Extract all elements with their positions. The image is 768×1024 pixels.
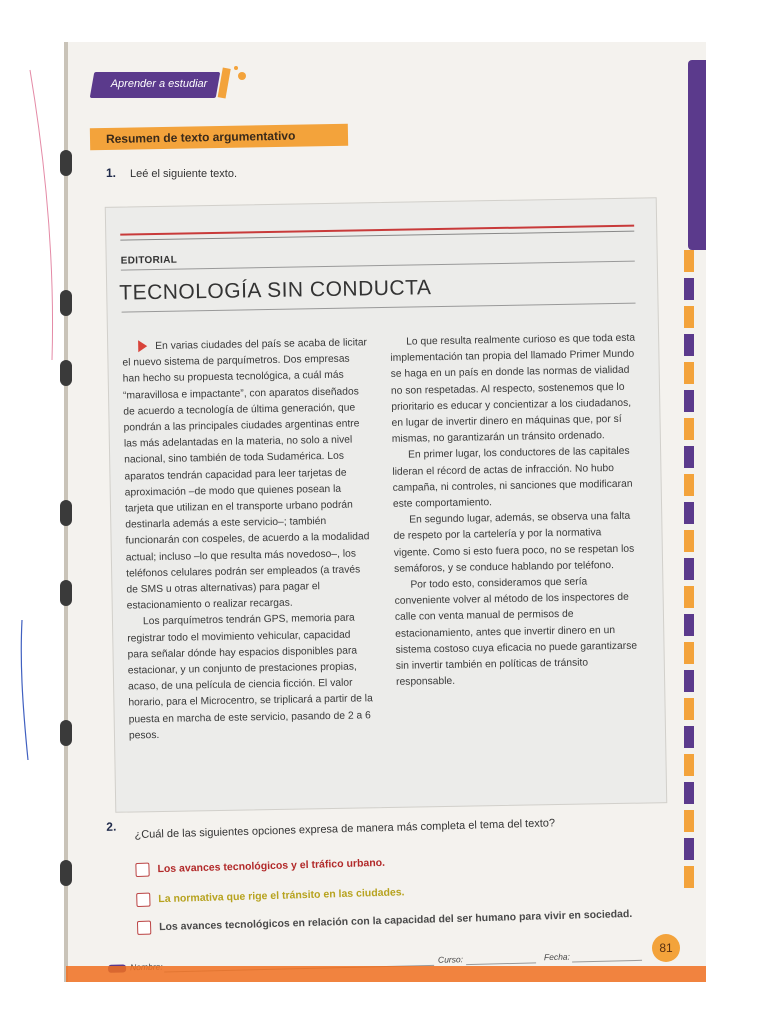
paragraph: Por todo esto, consideramos que sería conveniente volver al método de los inspectores de calle con venta manual de permisos de estacionamiento, antes que invertir dinero en un sistema costoso cuya eficacia no puede garantizarse sin invertir también en políticas de tránsito responsable. [394, 576, 638, 689]
subsection-title-label: Resumen de texto argumentativo [105, 128, 296, 146]
chapter-tab [688, 60, 706, 250]
article-title: TECNOLOGÍA SIN CONDUCTA [119, 276, 432, 305]
question-2-number: 2. [106, 819, 117, 834]
page-number: 81 [652, 934, 680, 962]
bottom-color-strip [66, 966, 706, 982]
option-1-checkbox[interactable] [135, 863, 149, 877]
course-label: Curso: [437, 954, 464, 965]
section-tag [90, 72, 221, 98]
paragraph: En varias ciudades del país se acaba de licitar el nuevo sistema de parquímetros. Dos empresas han hecho su propuesta tecnológica, a cuál más “maravillosa e impactante”, con aparatos diseñados de acuerdo a tecnología de última generación, que pondrán a las principales ciudades argentinas entre las más adelantadas en la materia, no solo a nivel nacional, sino también de toda Sudamérica. Los aparatos tendrán capacidad para leer tarjetas de aproximación –de modo que quienes posean la tarjeta que utilizan en el transporte urbano podrán destinarla además a este servicio–; también funcionarán con cospeles, de acuerdo a la modalidad actual; incluso –lo que resulta más novedoso–, los teléfonos celulares podrán ser empleados (a través de SMS u otras alternativas) para pagar el estacionamiento o realizar recargas. [122, 337, 370, 612]
date-label: Fecha: [543, 951, 571, 963]
option-2-checkbox[interactable] [136, 893, 150, 907]
bullet-triangle-icon [138, 340, 147, 352]
date-field[interactable] [572, 960, 642, 963]
pen-mark-decoration [0, 60, 60, 780]
question-1-number: 1. [106, 166, 117, 180]
editorial-label: EDITORIAL [120, 254, 178, 267]
course-field[interactable] [466, 962, 536, 965]
color-index-strip [684, 250, 694, 910]
article-column-2 [390, 331, 642, 692]
editorial-box [105, 197, 667, 813]
option-3-checkbox[interactable] [137, 921, 151, 935]
option-3-label: Los avances tecnológicos en relación con la capacidad del ser humano para vivir en sociedad. [158, 907, 633, 934]
paragraph: En segundo lugar, además, se observa una falta de respeto por la cartelería y por la normativa vigente. Como si esto fuera poco, no se respetan los semáforos, y se conduce hablando por teléfono. [393, 510, 635, 575]
option-2-label: La normativa que rige el tránsito en las ciudades. [158, 886, 405, 906]
paragraph: Los parquímetros tendrán GPS, memoria para registrar todo el movimiento vehicular, capacidad para señalar dónde hay espacios disponibles para estacionar, y un conjunto de prestaciones propias, acaso, de una película de ciencia ficción. El valor horario, para el Microcentro, se triplicará a partir de la puesta en marcha de este servicio, pasando de 2 a 6 pesos. [127, 613, 373, 742]
question-1-text: Leé el siguiente texto. [130, 168, 238, 180]
question-2-text: ¿Cuál de las siguientes opciones expresa de manera más completa el tema del texto? [134, 817, 556, 842]
section-tag-label: Aprender a estudiar [110, 78, 208, 90]
article-column-1 [122, 335, 375, 744]
red-rule [120, 225, 634, 236]
paragraph: En primer lugar, los conductores de las capitales lideran el récord de actas de infracción. No hubo campaña, ni controles, ni sanciones que modificaran este comportamiento. [392, 446, 633, 510]
option-1-label: Los avances tecnológicos y el tráfico urbano. [157, 856, 386, 876]
pencil-icon [214, 64, 254, 104]
gray-rule [121, 261, 635, 271]
paragraph: Lo que resulta realmente curioso es que toda esta implementación tan propia del llamado Primer Mundo se haga en un país en donde las normas de vialidad no son respetadas. Al respecto, sostenemos que lo prioritario es educar y concientizar a los ciudadanos, en lugar de invertir dinero en máquinas que, por sí mismas, no garantizarán un tránsito ordenado. [390, 332, 636, 446]
subsection-title [90, 124, 348, 150]
